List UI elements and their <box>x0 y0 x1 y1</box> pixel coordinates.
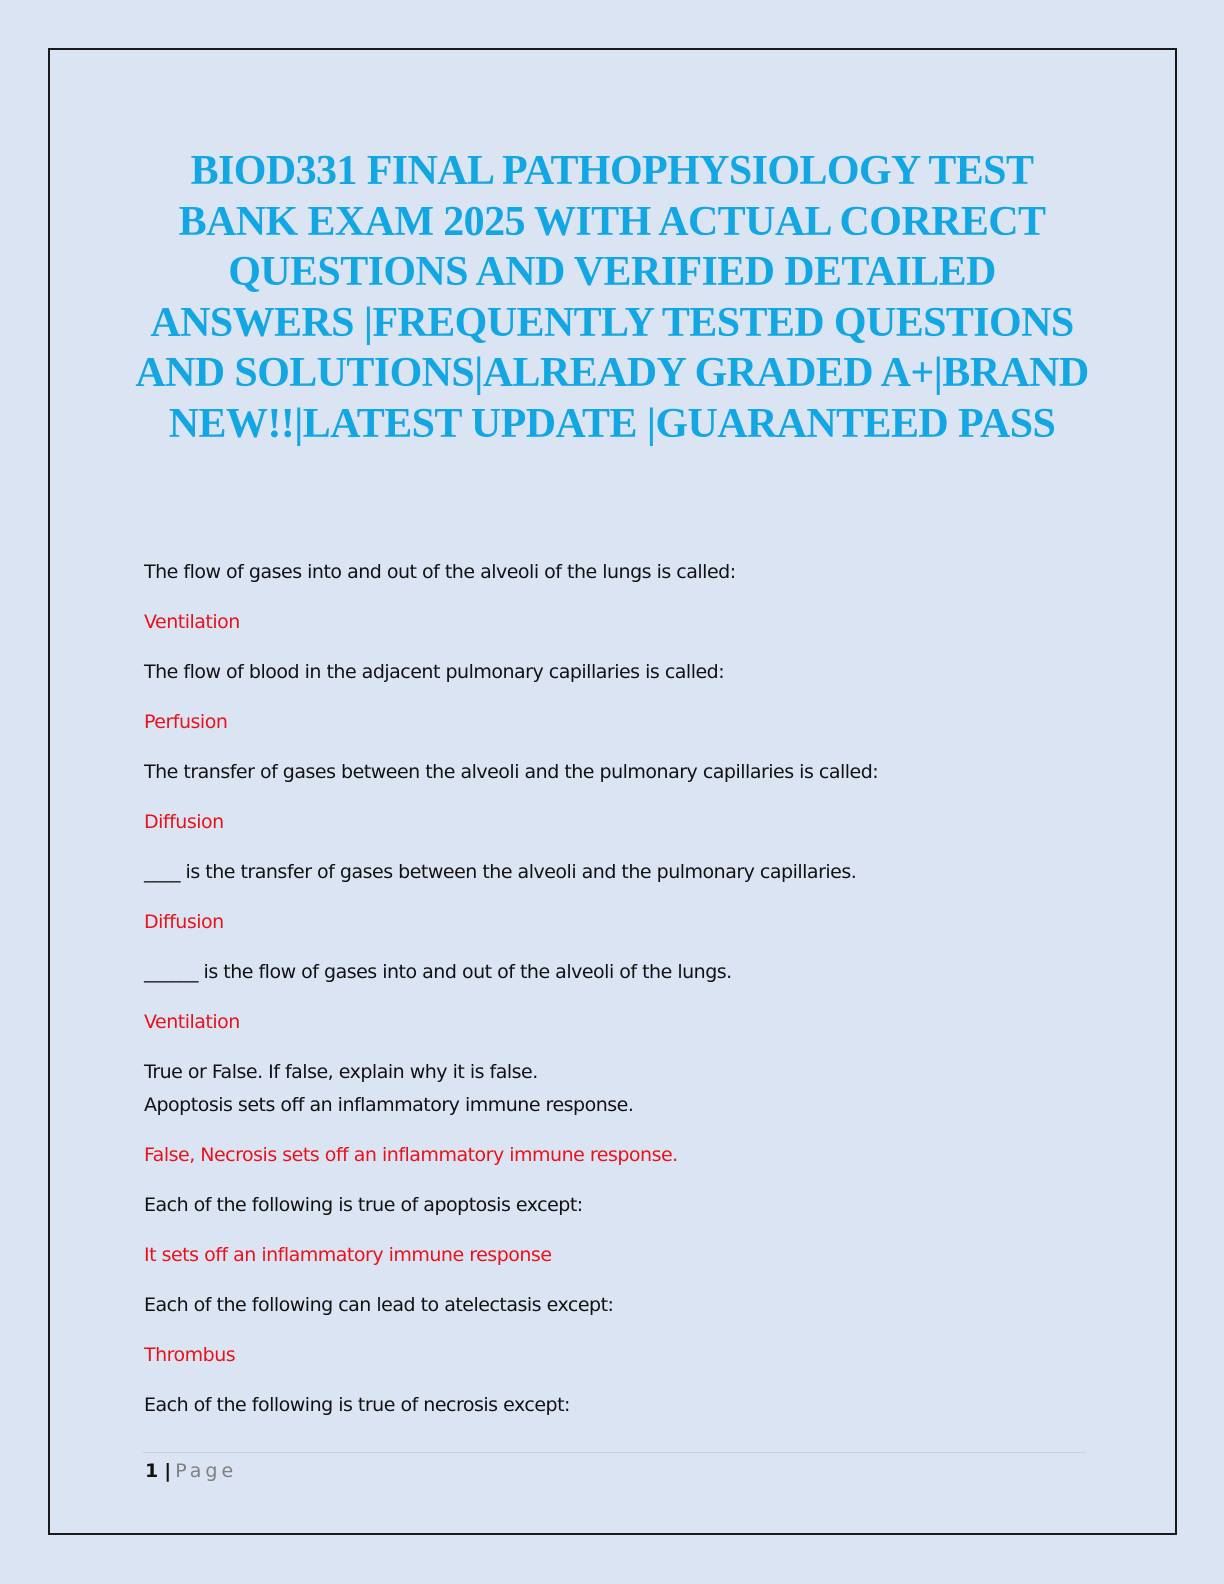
qa-list <box>144 556 1084 1439</box>
question-text: Each of the following is true of apoptosis except: <box>144 1194 583 1216</box>
answer-text: Diffusion <box>144 811 224 833</box>
question-text: The transfer of gases between the alveoli and the pulmonary capillaries is called: <box>144 761 879 783</box>
question-text-continued: Apoptosis sets off an inflammatory immune response. <box>144 1094 634 1116</box>
answer-text: Diffusion <box>144 911 224 933</box>
page-separator: | <box>164 1460 172 1482</box>
answer-text: Thrombus <box>144 1344 236 1366</box>
document-title: BIOD331 FINAL PATHOPHYSIOLOGY TEST BANK EXAM 2025 WITH ACTUAL CORRECT QUESTIONS AND VERIFIED DETAILED ANSWERS |FREQUENTLY TESTED QUESTIONS AND SOLUTIONS|ALREADY GRADED A+|BRAND NEW!!|LATEST UPDATE |GUARANTEED PASS <box>135 148 1089 447</box>
answer-text: False, Necrosis sets off an inflammatory immune response. <box>144 1144 678 1166</box>
question-text: The flow of blood in the adjacent pulmonary capillaries is called: <box>144 661 725 683</box>
page-label: Page <box>175 1460 238 1482</box>
question-text: The flow of gases into and out of the alveoli of the lungs is called: <box>144 561 736 583</box>
page-number: 1 <box>145 1460 159 1482</box>
question-text: Each of the following can lead to atelectasis except: <box>144 1294 614 1316</box>
question-text: ______ is the flow of gases into and out of the alveoli of the lungs. <box>144 961 732 983</box>
question-text: ____ is the transfer of gases between the alveoli and the pulmonary capillaries. <box>144 861 857 883</box>
answer-text: It sets off an inflammatory immune response <box>144 1244 552 1266</box>
page-footer <box>145 1456 237 1486</box>
answer-text: Ventilation <box>144 611 240 633</box>
question-text: True or False. If false, explain why it is false. <box>144 1061 538 1083</box>
answer-text: Ventilation <box>144 1011 240 1033</box>
footer-divider <box>143 1452 1085 1453</box>
answer-text: Perfusion <box>144 711 228 733</box>
question-text: Each of the following is true of necrosis except: <box>144 1394 570 1416</box>
